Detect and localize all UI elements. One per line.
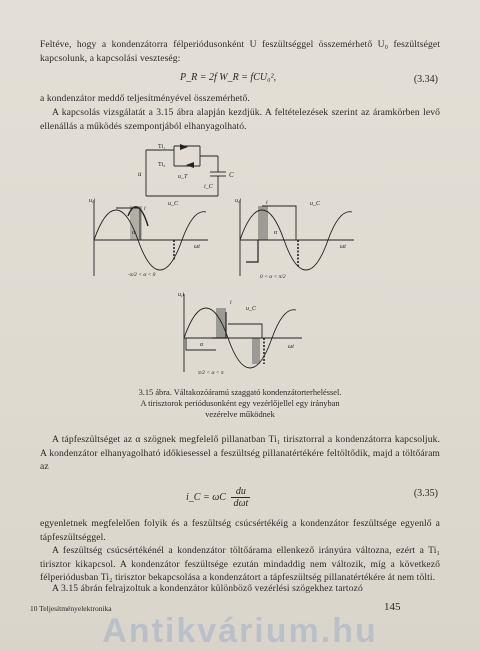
thyristor-2-symbol (186, 162, 194, 168)
fraction-numerator: du (231, 486, 250, 498)
plot2-uc-label: u_C (310, 201, 321, 207)
waveform-plot-2 (236, 196, 356, 280)
waveform-plot-3 (176, 290, 306, 376)
plot3-x-label: ωt (288, 344, 294, 350)
paragraph-1: Feltéve, hogy a kondenzátorra félperiódusonként U feszültséggel összemérhető U₀ feszültséget kapcsolunk, a kapcsolási veszteség: (40, 39, 440, 64)
circuit-label-ti1: Ti₁ (158, 144, 166, 150)
paragraph-2: a kondenzátor meddő teljesítményével összemérhető. (40, 93, 250, 104)
paragraph-4: A tápfeszültséget az α szögnek megfelelő pillanatban Ti₁ tirisztorral a kondenzátorra kapcsoljuk. A kondenzátor elhanyagolható időkiesessel a feszültség pillanatértékére feltöltődik, majd a töltőáram az (40, 434, 440, 473)
caption-line-2: A tirisztorok periódusonként egy vezérlőjellel egy irányban (140, 399, 340, 408)
paragraph-7: A 3.15 ábrán felrajzoltuk a kondenzátor különböző vezérlési szögekhez tartozó (52, 583, 363, 594)
watermark-logo: Antikvárium.hu (102, 612, 378, 650)
equation-3-35-lhs: i_C = ωC (186, 491, 226, 503)
circuit-label-u: u (138, 170, 142, 178)
equation-number-3-35: (3.35) (413, 488, 438, 499)
page-number: 145 (384, 601, 401, 613)
thyristor-1-symbol (180, 144, 188, 150)
circuit-label-c: C (229, 171, 234, 179)
plot1-range-label: -π/2 < α < 0 (128, 272, 156, 278)
plot1-uc-label: u_C (168, 201, 179, 207)
plot3-y-label: u,i (178, 292, 185, 298)
equation-3-35 (186, 486, 250, 509)
footer-chapter: 10 Teljesítményelektronika (30, 604, 112, 613)
circuit-label-ut: u_T (178, 174, 188, 180)
plot1-x-label: ωt (194, 244, 200, 250)
caption-line-3: vezérelve működnek (205, 410, 275, 419)
equation-3-34: P_R = 2f W_R = fCU₀², (180, 72, 277, 83)
plot3-uc-label: u_C (246, 306, 257, 312)
plot2-y-label: u,i (235, 198, 242, 204)
plot3-range-label: π/2 < α < π (198, 370, 224, 376)
circuit-label-ti2: Ti₂ (158, 162, 166, 168)
plot1-i-label: i (144, 206, 146, 212)
paragraph-3: A kapcsolás vizsgálatát a 3.15 ábra alapján kezdjük. A feltételezések szerint az áramkörben levő ellenállás a működés szempontjából elhanyagolható. (40, 107, 440, 132)
plot2-x-label: ωt (340, 244, 346, 250)
plot3-i-label: i (230, 300, 232, 306)
plot1-y-label: u,i (89, 198, 96, 204)
plot2-alpha-label: α (274, 230, 278, 236)
circuit-diagram (138, 144, 248, 204)
paragraph-5: egyenletnek megfelelően folyik és a feszültség csúcsértékéig a kondenzátor feszültsége egyenlő a tápfeszültséggel. (40, 518, 440, 543)
paragraph-6: A feszültség csúcsértékénél a kondenzátor töltőárama ellenkező irányúra változna, ezért a Ti₁ tirisztor kikapcsol. A kondenzátor feszültsége ezután mindaddig nem változik, míg a következő félperiódusban Ti₂ tirisztor bekapcsolása a kondenzátort a tápfeszültség pillanatértékére át nem tölti. (40, 545, 440, 584)
plot3-alpha-label: α (200, 342, 204, 348)
caption-line-1: 3.15 ábra. Váltakozóáramú szaggató kondenzátorterheléssel. (138, 388, 342, 397)
plot2-i-label: i (266, 200, 268, 206)
fraction-denominator: dωt (233, 498, 249, 509)
equation-number-3-34: (3.34) (413, 74, 438, 85)
figure-caption (90, 387, 390, 420)
plot1-alpha-label: α (132, 230, 136, 236)
equation-3-35-fraction (231, 486, 250, 509)
circuit-label-ic: i_C (204, 184, 213, 190)
plot2-range-label: 0 < α < π/2 (260, 274, 286, 280)
waveform-plot-1 (90, 196, 210, 280)
